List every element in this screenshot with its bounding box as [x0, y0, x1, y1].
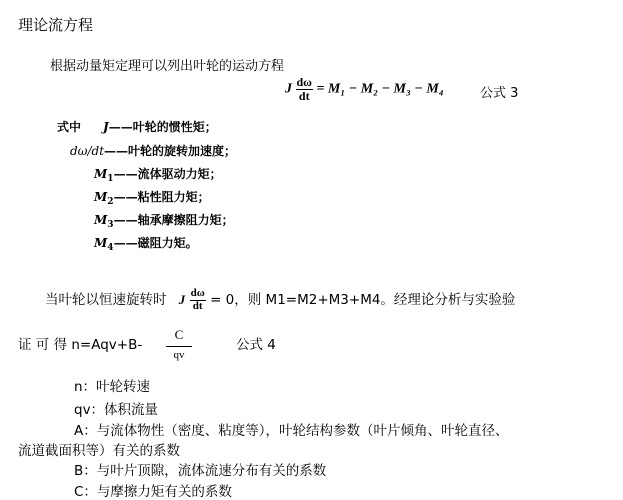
steady-inertia-symbol: J: [178, 292, 186, 308]
equation-3: [285, 76, 444, 102]
legend-text: ——叶轮的惯性矩；: [108, 120, 217, 134]
legend-item-3: [94, 165, 222, 184]
legend-symbol: M: [94, 236, 108, 250]
equation-4-label: 公式 4: [236, 337, 276, 353]
eq3-frac-den: dt: [298, 88, 310, 103]
legend-subscript: 4: [107, 243, 114, 253]
eq3-inertia-symbol: J: [285, 81, 292, 97]
steady-frac-num: dω: [190, 287, 205, 299]
def-b: B：与叶片顶隙，流体流速分布有关的系数: [74, 463, 327, 479]
legend-symbol: M: [94, 190, 108, 204]
section-title: 理论流方程: [18, 16, 94, 34]
legend-symbol: J: [103, 120, 109, 134]
equation-4-fraction: [166, 327, 192, 361]
eq4-frac-num: C: [166, 327, 192, 347]
legend-item-6: [94, 234, 198, 253]
legend-heading: 式中: [57, 120, 82, 134]
legend-text: ——流体驱动力矩；: [113, 167, 222, 181]
legend-item-4: [94, 188, 210, 207]
eq3-derivative: [296, 76, 313, 102]
equation-4-prefix: 证 可 得 n=Aqv+B-: [18, 337, 143, 353]
legend-subscript: 2: [107, 197, 114, 207]
eq3-rhs: = M₁ − M₂ − M₃ − M₄: [316, 81, 444, 97]
steady-state-line: [45, 288, 515, 312]
legend-text: ——叶轮的旋转加速度；: [104, 144, 237, 158]
legend-item-1: [103, 118, 217, 135]
def-a-line2: 流道截面积等）有关的系数: [18, 443, 180, 459]
legend-item-5: [94, 211, 234, 230]
steady-derivative: [190, 288, 206, 312]
legend-text: ——磁阻力矩。: [113, 236, 198, 250]
legend-subscript: 3: [107, 220, 114, 230]
legend-subscript: 1: [107, 174, 114, 184]
steady-line-before: 当叶轮以恒速旋转时: [45, 292, 167, 309]
legend-text: ——粘性阻力矩；: [113, 190, 210, 204]
equation-3-label: 公式 3: [480, 86, 519, 101]
legend-item-2: [70, 142, 236, 159]
legend-symbol: dω/dt: [70, 144, 105, 158]
legend-symbol: M: [94, 167, 108, 181]
eq3-frac-num: dω: [296, 75, 312, 89]
legend-text: ——轴承摩擦阻力矩；: [113, 213, 234, 227]
def-c: C：与摩擦力矩有关的系数: [74, 484, 232, 500]
legend-symbol: M: [94, 213, 108, 227]
def-a-line1: A：与流体物性（密度、粘度等），叶轮结构参数（叶片倾角、叶轮直径、: [74, 423, 509, 439]
intro-line: 根据动量矩定理可以列出叶轮的运动方程: [50, 59, 285, 74]
def-n: n：叶轮转速: [74, 379, 151, 395]
def-qv: qv：体积流量: [74, 402, 159, 418]
steady-line-after: = 0，则 M1=M2+M3+M4。经理论分析与实验验: [210, 292, 516, 309]
eq4-frac-den: qv: [173, 349, 185, 361]
steady-frac-den: dt: [192, 299, 203, 312]
